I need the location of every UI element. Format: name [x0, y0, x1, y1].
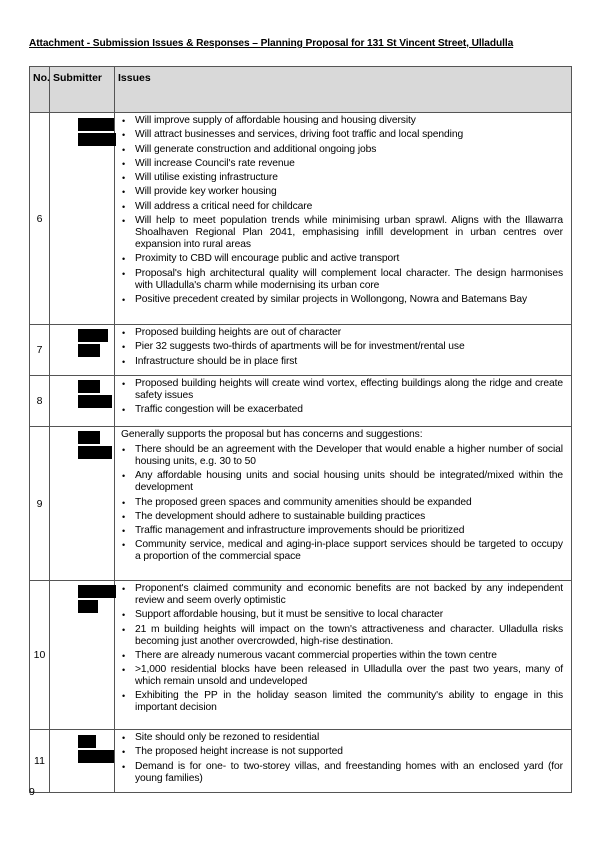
table-row: [30, 427, 572, 581]
table-row: [30, 376, 572, 427]
issue-item: • Will help to meet population trends while minimising urban sprawl. Aligns with the Illawarra Shoalhaven Regional Plan 2041, emphasising infill development in urban centres over expansion into rural areas: [121, 215, 563, 251]
issue-item: • The proposed height increase is not supported: [121, 746, 563, 758]
issue-item: • There should be an agreement with the Developer that would enable a higher number of social housing units, e.g. 30 to 50: [121, 444, 563, 468]
issue-item: • Traffic congestion will be exacerbated: [121, 404, 563, 416]
submissions-table: [29, 66, 572, 793]
table-row: [30, 730, 572, 793]
issue-intro: Generally supports the proposal but has concerns and suggestions:: [121, 429, 423, 440]
issue-item: • Will attract businesses and services, driving foot traffic and local spending: [121, 129, 563, 141]
issue-item: • Proponent's claimed community and economic benefits are not backed by any independent review and seem overly optimistic: [121, 583, 563, 607]
redacted-submitter-name: [78, 380, 100, 393]
redacted-submitter-name: [78, 133, 116, 146]
issue-item: • Exhibiting the PP in the holiday season limited the community's ability to engage in this important decision: [121, 690, 563, 714]
page-number: 9: [29, 786, 35, 798]
document-title: Attachment - Submission Issues & Responses – Planning Proposal for 131 St Vincent Street, Ulladulla: [29, 38, 514, 49]
table-row: [30, 581, 572, 730]
issue-item: • Infrastructure should be in place first: [121, 356, 563, 368]
issues-cell: [115, 730, 572, 793]
issue-item: • >1,000 residential blocks have been released in Ulladulla over the past two years, many of which remain unsold and undeveloped: [121, 664, 563, 688]
issue-item: • Demand is for one- to two-storey villas, and freestanding homes with an enclosed yard (for young families): [121, 761, 563, 785]
submitter-cell: [50, 730, 115, 793]
issue-item: • Proposal's high architectural quality will complement local character. The design harmonises with Ulladulla's charm while modernising its urban core: [121, 268, 563, 292]
issue-item: • Site should only be rezoned to residential: [121, 732, 563, 744]
issue-item: • There are already numerous vacant commercial properties within the town centre: [121, 650, 563, 662]
row-number: 11: [30, 730, 50, 793]
issue-item: • Will increase Council's rate revenue: [121, 158, 563, 170]
issue-item: • Will utilise existing infrastructure: [121, 172, 563, 184]
issue-item: • The proposed green spaces and community amenities should be expanded: [121, 497, 563, 509]
redacted-submitter-name: [78, 750, 114, 763]
header-submitter: Submitter: [50, 67, 115, 113]
issue-item: • Will generate construction and additional ongoing jobs: [121, 144, 563, 156]
redacted-submitter-name: [78, 329, 108, 342]
issue-item: • Will improve supply of affordable housing and housing diversity: [121, 115, 563, 127]
issues-cell: [115, 581, 572, 730]
redacted-submitter-name: [78, 344, 100, 357]
issue-item: • The development should adhere to sustainable building practices: [121, 511, 563, 523]
redacted-submitter-name: [78, 118, 114, 131]
row-number: 10: [30, 581, 50, 730]
issues-cell: [115, 427, 572, 581]
issues-cell: [115, 376, 572, 427]
redacted-submitter-name: [78, 395, 112, 408]
redacted-submitter-name: [78, 600, 98, 613]
issues-cell: [115, 113, 572, 325]
submitter-cell: [50, 325, 115, 376]
table-row: [30, 113, 572, 325]
issue-item: • Any affordable housing units and social housing units should be integrated/mixed within the development: [121, 470, 563, 494]
submitter-cell: [50, 427, 115, 581]
issue-item: • Proposed building heights will create wind vortex, effecting buildings along the ridge and create safety issues: [121, 378, 563, 402]
header-issues: Issues: [115, 67, 572, 113]
issue-item: • Community service, medical and aging-in-place support services should be targeted to occupy a proportion of the commercial space: [121, 539, 563, 563]
table-row: [30, 325, 572, 376]
row-number: 6: [30, 113, 50, 325]
row-number: 7: [30, 325, 50, 376]
header-no: No.: [30, 67, 50, 113]
issue-item: • Will provide key worker housing: [121, 186, 563, 198]
issue-item: • Proximity to CBD will encourage public and active transport: [121, 253, 563, 265]
issue-item: • Positive precedent created by similar projects in Wollongong, Nowra and Batemans Bay: [121, 294, 563, 306]
submitter-cell: [50, 581, 115, 730]
redacted-submitter-name: [78, 431, 100, 444]
issue-item: • Proposed building heights are out of character: [121, 327, 563, 339]
row-number: 8: [30, 376, 50, 427]
redacted-submitter-name: [78, 446, 112, 459]
redacted-submitter-name: [78, 735, 96, 748]
issues-cell: [115, 325, 572, 376]
issue-item: • Pier 32 suggests two-thirds of apartments will be for investment/rental use: [121, 341, 563, 353]
redacted-submitter-name: [78, 585, 116, 598]
table-header-row: [30, 67, 572, 113]
submitter-cell: [50, 113, 115, 325]
row-number: 9: [30, 427, 50, 581]
issue-item: • Traffic management and infrastructure improvements should be prioritized: [121, 525, 563, 537]
issue-item: • 21 m building heights will impact on the town's attractiveness and character. Ulladulla risks becoming just another overcrowded, high-rise destination.: [121, 624, 563, 648]
submitter-cell: [50, 376, 115, 427]
issue-item: • Support affordable housing, but it must be sensitive to local character: [121, 609, 563, 621]
issue-item: • Will address a critical need for childcare: [121, 201, 563, 213]
